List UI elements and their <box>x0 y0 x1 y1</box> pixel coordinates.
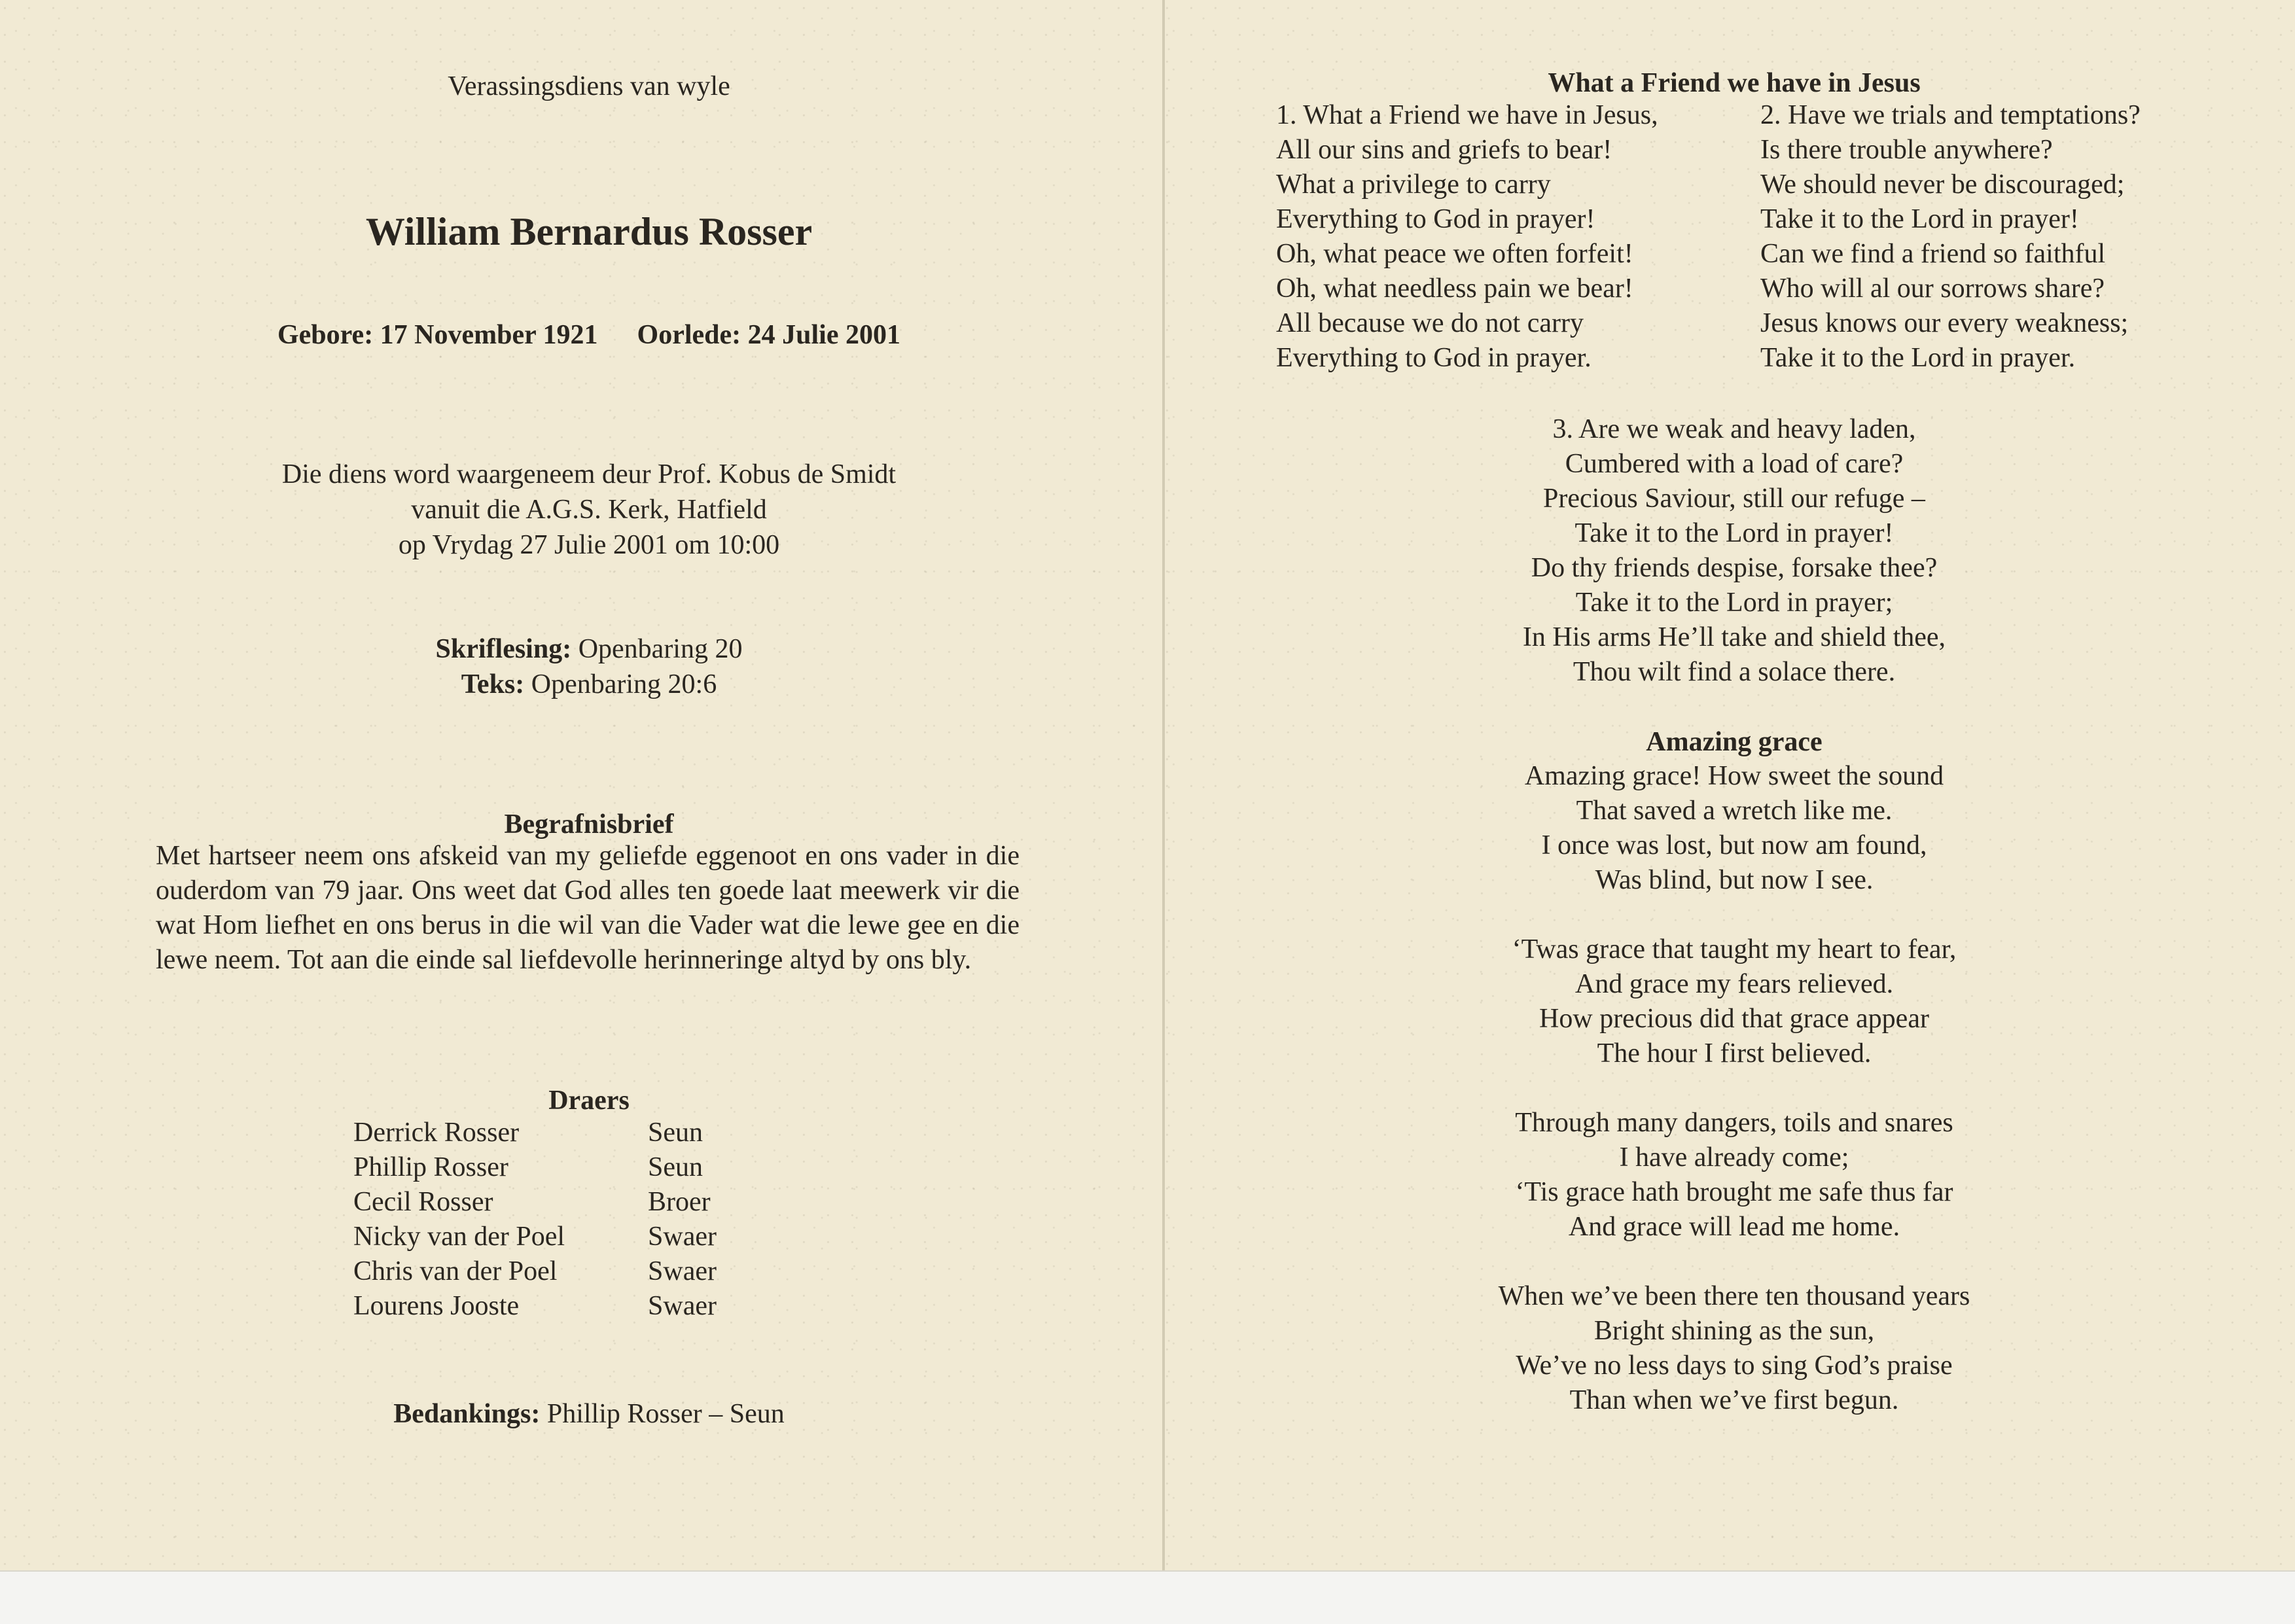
verse-line: Than when we’ve first begun. <box>1569 1385 1899 1415</box>
sermon-text: Teks: Openbaring 20:6 <box>461 669 717 699</box>
service-details <box>131 457 1047 563</box>
verse-line: Take it to the Lord in prayer; <box>1575 588 1893 618</box>
bearer-relation: Broer <box>648 1187 711 1217</box>
verse-line: The hour I first believed. <box>1597 1038 1872 1068</box>
verse-line: Was blind, but now I see. <box>1595 865 1874 895</box>
bearers-list <box>353 1116 811 1324</box>
verse-number: 2. <box>1760 100 1781 130</box>
service-line: vanuit die A.G.S. Kerk, Hatfield <box>411 495 767 525</box>
verse-line: Do thy friends despise, forsake thee? <box>1531 553 1938 583</box>
verse-line: Oh, what needless pain we bear! <box>1276 274 1633 304</box>
verse-line: All because we do not carry <box>1276 308 1584 338</box>
intro-line: Verassingsdiens van wyle <box>448 71 730 101</box>
deceased-name: William Bernardus Rosser <box>365 210 813 253</box>
verse-line: We should never be discouraged; <box>1760 169 2125 200</box>
grace-verse-4 <box>1243 1279 2225 1418</box>
verse-line: Oh, what peace we often forfeit! <box>1276 239 1633 269</box>
verse-line: That saved a wretch like me. <box>1576 796 1893 826</box>
verse-line: ‘Tis grace hath brought me safe thus far <box>1515 1177 1953 1207</box>
bearer-name: Cecil Rosser <box>353 1187 493 1217</box>
verse-line: And grace will lead me home. <box>1568 1212 1900 1242</box>
verse-line: Take it to the Lord in prayer! <box>1574 518 1894 548</box>
verse-line: And grace my fears relieved. <box>1574 969 1894 999</box>
verse-line: Take it to the Lord in prayer. <box>1760 343 2076 373</box>
left-page <box>131 0 1047 1570</box>
letter-heading: Begrafnisbrief <box>504 809 674 839</box>
verse-line: Can we find a friend so faithful <box>1760 239 2106 269</box>
verse-line: All our sins and griefs to bear! <box>1276 135 1612 165</box>
bearer-relation: Seun <box>648 1152 703 1182</box>
verse-line: Cumbered with a load of care? <box>1565 449 1904 479</box>
bearer-row <box>353 1220 811 1254</box>
scripture-reading: Skriflesing: Openbaring 20 <box>435 634 743 664</box>
service-line: op Vrydag 27 Julie 2001 om 10:00 <box>398 530 780 560</box>
bearer-relation: Swaer <box>648 1222 717 1252</box>
verse-line: Thou wilt find a solace there. <box>1573 657 1896 687</box>
grace-verse-2 <box>1243 932 2225 1071</box>
verse-line: I have already come; <box>1619 1142 1849 1173</box>
bearer-name: Phillip Rosser <box>353 1152 508 1182</box>
bearer-row <box>353 1150 811 1185</box>
verse-line: 2. Have we trials and temptations? <box>1760 100 2141 130</box>
bearer-relation: Swaer <box>648 1291 717 1321</box>
readings <box>131 631 1047 702</box>
death-date: Oorlede: 24 Julie 2001 <box>637 320 900 350</box>
hymn-title: Amazing grace <box>1646 727 1823 757</box>
thanks-line: Bedankings: Phillip Rosser – Seun <box>393 1399 785 1429</box>
bearer-name: Nicky van der Poel <box>353 1222 565 1252</box>
scan-margin <box>0 1570 2295 1624</box>
hymn-title: What a Friend we have in Jesus <box>1548 68 1921 98</box>
verse-line: We’ve no less days to sing God’s praise <box>1516 1350 1953 1381</box>
verse-line: When we’ve been there ten thousand years <box>1498 1281 1970 1311</box>
verse-line: Everything to God in prayer! <box>1276 204 1595 234</box>
bearer-row <box>353 1116 811 1150</box>
verse-line: In His arms He’ll take and shield thee, <box>1522 622 1946 652</box>
grace-verse-1 <box>1243 759 2225 898</box>
verse-line: Everything to God in prayer. <box>1276 343 1592 373</box>
birth-date: Gebore: 17 November 1921 <box>277 320 598 350</box>
verse-line: Who will al our sorrows share? <box>1760 274 2105 304</box>
verse-line: 1. What a Friend we have in Jesus, <box>1276 100 1658 130</box>
verse-number: 3. <box>1552 414 1573 444</box>
verse-line: Is there trouble anywhere? <box>1760 135 2053 165</box>
verse-1 <box>1276 98 1747 376</box>
verse-2 <box>1760 98 2232 376</box>
verse-line: 3. Are we weak and heavy laden, <box>1552 414 1916 444</box>
verse-number: 1. <box>1276 100 1297 130</box>
verse-line: Jesus knows our every weakness; <box>1760 308 2129 338</box>
dates-line <box>131 319 1047 351</box>
funeral-letter: Met hartseer neem ons afskeid van my geliefde eggenoot en ons vader in die ouderdom van 79 jaar. Ons weet dat God alles ten goede laat meewerk vir die wat Hom liefhet en ons berus in die wil van die Vader wat die lewe gee en die lewe neem. Tot aan die einde sal liefdevolle herinneringe altyd by ons bly. <box>156 841 1020 975</box>
verse-3 <box>1243 412 2225 690</box>
bearer-row <box>353 1289 811 1324</box>
verse-line: Through many dangers, toils and snares <box>1515 1108 1953 1138</box>
verse-line: Amazing grace! How sweet the sound <box>1524 761 1944 791</box>
page-fold <box>1162 0 1165 1570</box>
grace-verse-3 <box>1243 1106 2225 1244</box>
verse-line: Precious Saviour, still our refuge – <box>1543 484 1925 514</box>
verse-line: Take it to the Lord in prayer! <box>1760 204 2079 234</box>
service-line: Die diens word waargeneem deur Prof. Kobus de Smidt <box>281 459 897 489</box>
bearer-row <box>353 1254 811 1289</box>
verse-line: I once was lost, but now am found, <box>1541 830 1927 860</box>
bearer-name: Lourens Jooste <box>353 1291 520 1321</box>
right-page <box>1243 0 2225 1570</box>
verse-line: ‘Twas grace that taught my heart to fear, <box>1512 934 1957 964</box>
verse-line: How precious did that grace appear <box>1539 1004 1929 1034</box>
bearers-heading: Draers <box>548 1086 630 1116</box>
bearer-name: Chris van der Poel <box>353 1256 558 1286</box>
verse-line: What a privilege to carry <box>1276 169 1551 200</box>
bearer-name: Derrick Rosser <box>353 1118 520 1148</box>
bearer-relation: Swaer <box>648 1256 717 1286</box>
verse-line: Bright shining as the sun, <box>1593 1316 1875 1346</box>
bearer-relation: Seun <box>648 1118 703 1148</box>
bearer-row <box>353 1185 811 1220</box>
